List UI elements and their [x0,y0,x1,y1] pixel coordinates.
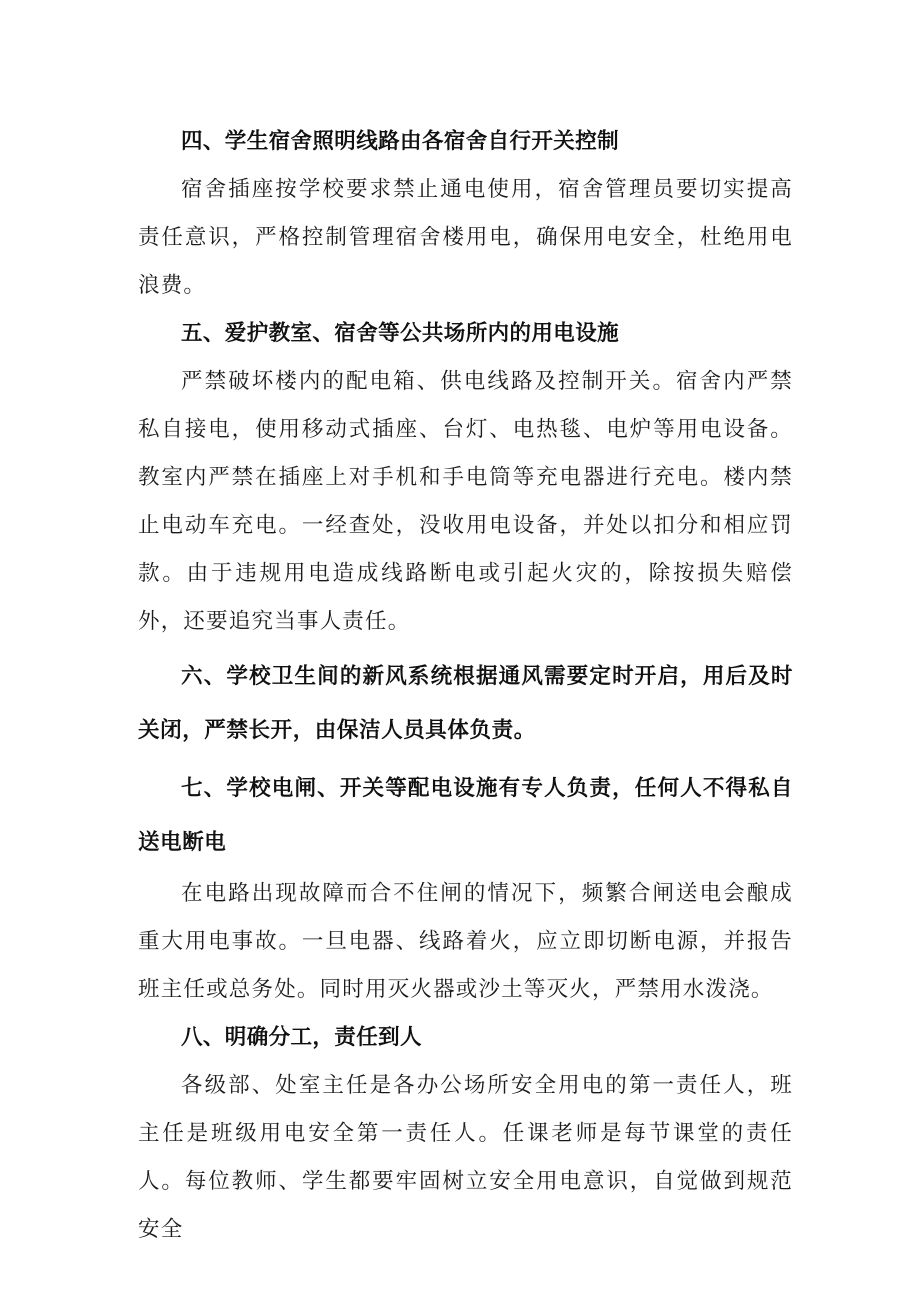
section-5-paragraph: 严禁破坏楼内的配电箱、供电线路及控制开关。宿舍内严禁私自接电，使用移动式插座、台灯、电热毯、电炉等用电设备。教室内严禁在插座上对手机和手电筒等充电器进行充电。楼内禁止电动车充电。一经查处，没收用电设备，并处以扣分和相应罚款。由于违规用电造成线路断电或引起火灾的，除按损失赔偿外，还要追究当事人责任。 [138,369,793,634]
section-7-paragraph: 在电路出现故障而合不住闸的情况下，频繁合闸送电会酿成重大用电事故。一旦电器、线路着火，应立即切断电源，并报告班主任或总务处。同时用灭火器或沙土等灭火，严禁用水泼浇。 [138,881,793,1002]
section-8-heading: 八、明确分工，责任到人 [181,1025,422,1050]
section-6-heading: 六、学校卫生间的新风系统根据通风需要定时开启，用后及时关闭，严禁长开，由保洁人员具体负责。 [138,664,793,743]
section-7-heading: 七、学校电闸、开关等配电设施有专人负责，任何人不得私自送电断电 [138,776,793,855]
document-body [138,118,793,1254]
section-8-paragraph: 各级部、处室主任是各办公场所安全用电的第一责任人，班主任是班级用电安全第一责任人。任课老师是每节课堂的责任人。每位教师、学生都要牢固树立安全用电意识，自觉做到规范安全 [138,1073,793,1242]
section-4-heading: 四、学生宿舍照明线路由各宿舍自行开关控制 [181,129,620,154]
section-5-heading: 五、爱护教室、宿舍等公共场所内的用电设施 [181,321,620,346]
section-4-paragraph: 宿舍插座按学校要求禁止通电使用，宿舍管理员要切实提高责任意识，严格控制管理宿舍楼用电，确保用电安全，杜绝用电浪费。 [138,177,793,298]
